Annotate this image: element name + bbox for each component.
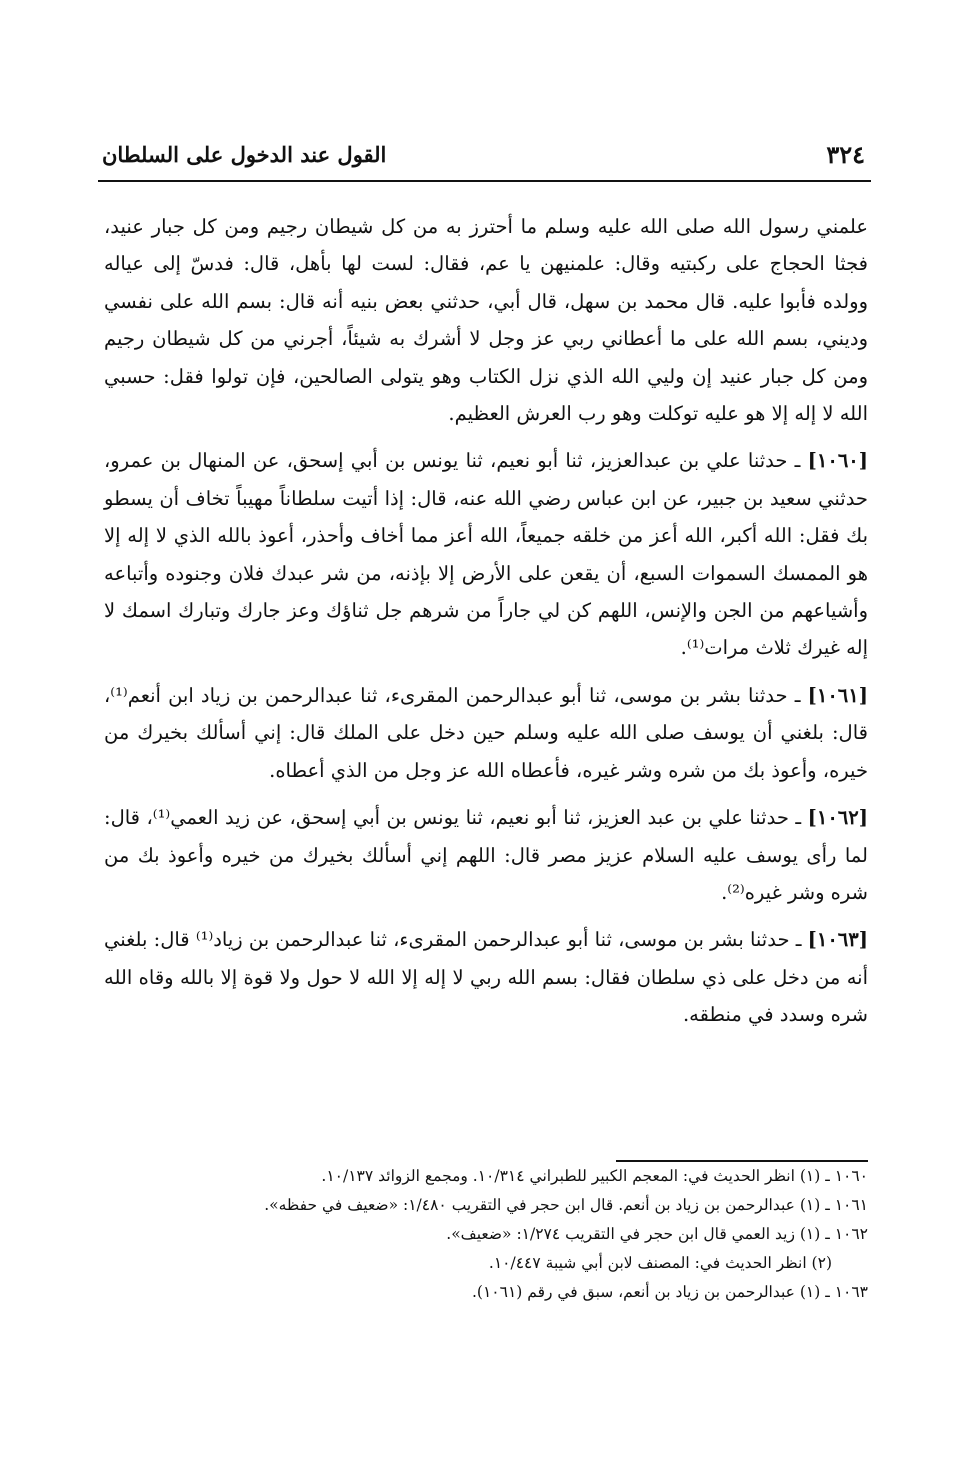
hadith-number: [١٠٦١] (807, 683, 868, 707)
hadith-1060 (104, 442, 868, 666)
hadith-1062 (104, 799, 868, 911)
hadith-number: [١٠٦٢] (807, 806, 868, 830)
footnote-1062-2: (٢) انظر الحديث في: المصنف لابن أبي شيبة ١٠/٤٤٧. (488, 1254, 832, 1272)
paragraph-text: علمني رسول الله صلى الله عليه وسلم ما أحترز به من كل شيطان رجيم ومن كل جبار عنيد، فجثا الحجاج على ركبتيه وقال: علمنيهن يا عم، فقال: لست لها بأهل، قال: فدسّ إلى عياله وولده فأبوا عليه. قال محمد بن سهل، قال أبي، حدثني بعض بنيه أنه قال: بسم الله على نفسي وديني، بسم الله على ما أعطاني ربي عز وجل لا أشرك به شيئاً، أجرني من كل شيطان رجيم ومن كل جبار عنيد إن وليي الله الذي نزل الكتاب وهو يتولى الصالحين، فإن تولوا فقل: حسبي الله لا إله إلا هو عليه توكلت وهو رب العرش العظيم. (104, 215, 868, 426)
hadith-number: [١٠٦٣] (807, 928, 868, 952)
hadith-1061 (104, 677, 868, 789)
footnote-1062-1: ١٠٦٢ ـ (١) زيد العمي قال ابن حجر في التقريب ١/٢٧٤: «ضعيف». (446, 1225, 868, 1243)
footnote-1063: ١٠٦٣ ـ (١) عبدالرحمن بن زياد بن أنعم، سبق في رقم (١٠٦١). (471, 1283, 868, 1301)
footnote-1060: ١٠٦٠ ـ (١) انظر الحديث في: المعجم الكبير للطبراني ١٠/٣١٤. ومجمع الزوائد ١٠/١٣٧. (321, 1167, 868, 1185)
running-header (98, 140, 871, 182)
paragraph-continuation (104, 208, 868, 432)
page-number: ٣٢٤ (826, 140, 865, 169)
chapter-title: القول عند الدخول على السلطان (102, 142, 387, 167)
paragraph-text: ـ حدثنا بشر بن موسى، ثنا أبو عبدالرحمن المقرىء، ثنا عبدالرحمن بن زياد ابن أنعم⁽¹⁾، قال: بلغني أن يوسف صلى الله عليه وسلم حين دخل على الملك قال: إني أسألك بخيرك من خيره، وأعوذ بك من شره وشر غيره، فأعطاه الله عز وجل من الذي أعطاه. (104, 683, 868, 782)
paragraph-text: ـ حدثنا علي بن عبد العزيز، ثنا أبو نعيم، ثنا يونس بن أبي إسحق، عن زيد العمي⁽¹⁾، قال: لما رأى يوسف عليه السلام عزيز مصر قال: اللهم إني أسألك بخيرك من خيره وأعوذ بك من شره وشر غيره⁽²⁾. (104, 806, 868, 904)
footnote-1061: ١٠٦١ ـ (١) عبدالرحمن بن زياد بن أنعم. قال ابن حجر في التقريب ١/٤٨٠: «ضعيف في حفظه». (264, 1196, 868, 1214)
paragraph-text: ـ حدثنا بشر بن موسى، ثنا أبو عبدالرحمن المقرىء، ثنا عبدالرحمن بن زياد⁽¹⁾ قال: بلغني أنه من دخل على ذي سلطان فقال: بسم الله ربي لا إله إلا الله لا حول ولا قوة إلا بالله وقاه الله شره وسدد في منطقه. (104, 928, 868, 1027)
footnotes (160, 1162, 868, 1307)
paragraph-text: ـ حدثنا علي بن عبدالعزيز، ثنا أبو نعيم، ثنا يونس بن أبي إسحق، عن المنهال بن عمرو، حدثني سعيد بن جبير، عن ابن عباس رضي الله عنه، قال: إذا أتيت سلطاناً مهيباً تخاف أن يسطو بك فقل: الله أكبر، الله أعز من خلقه جميعاً، الله أعز مما أخاف وأحذر، أعوذ بالله الذي لا إله إلا هو الممسك السموات السبع، أن يقعن على الأرض إلا بإذنه، من شر عبدك فلان وجنوده وأتباعه وأشياعهم من الجن والإنس، اللهم كن لي جاراً من شرهم جل ثناؤك وعز جارك وتبارك اسمك لا إله غيرك ثلاث مرات⁽¹⁾. (104, 449, 868, 660)
hadith-number: [١٠٦٠] (807, 449, 869, 473)
main-text (104, 208, 868, 1040)
hadith-1063 (104, 921, 868, 1033)
footnote-divider (616, 1160, 868, 1162)
